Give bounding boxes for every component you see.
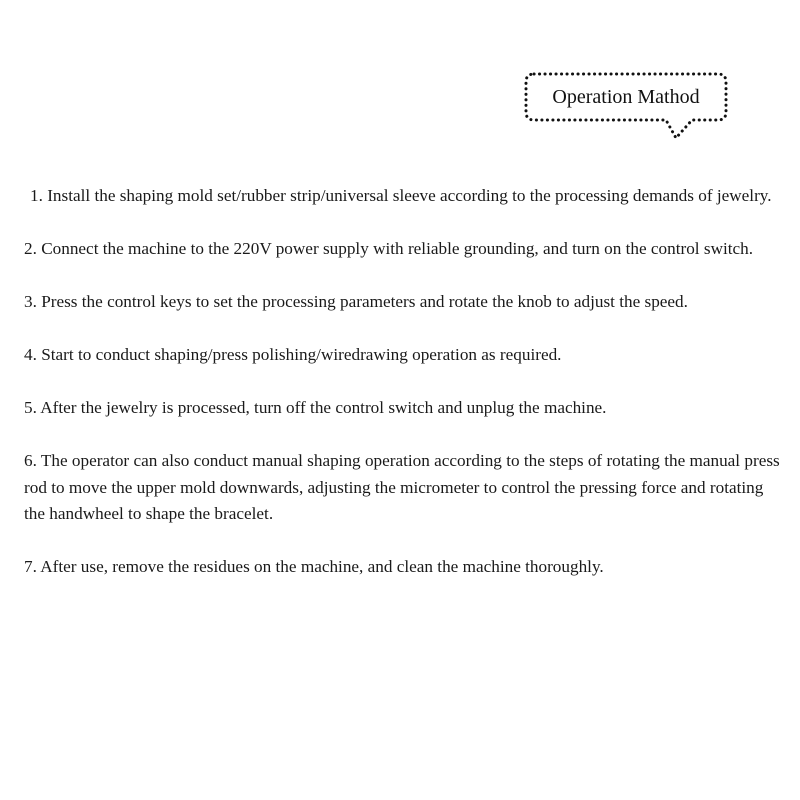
step-item: 3. Press the control keys to set the processing parameters and rotate the knob to adjust the speed. (24, 292, 688, 311)
step-item: 1. Install the shaping mold set/rubber strip/universal sleeve according to the processing demands of jewelry. (30, 186, 772, 205)
operation-steps-list (24, 183, 788, 607)
step-item: 5. After the jewelry is processed, turn off the control switch and unplug the machine. (24, 398, 607, 417)
step-item: 7. After use, remove the residues on the machine, and clean the machine thoroughly. (24, 557, 604, 576)
step-item: 6. The operator can also conduct manual shaping operation according to the steps of rotating the manual press rod to move the upper mold downwards, adjusting the micrometer to control the pressing force and rotating the handwheel to shape the bracelet. (24, 451, 780, 523)
section-title-badge (524, 72, 728, 142)
page-title: Operation Mathod (552, 86, 700, 108)
step-item: 2. Connect the machine to the 220V power supply with reliable grounding, and turn on the control switch. (24, 239, 754, 258)
step-item: 4. Start to conduct shaping/press polishing/wiredrawing operation as required. (24, 345, 562, 364)
